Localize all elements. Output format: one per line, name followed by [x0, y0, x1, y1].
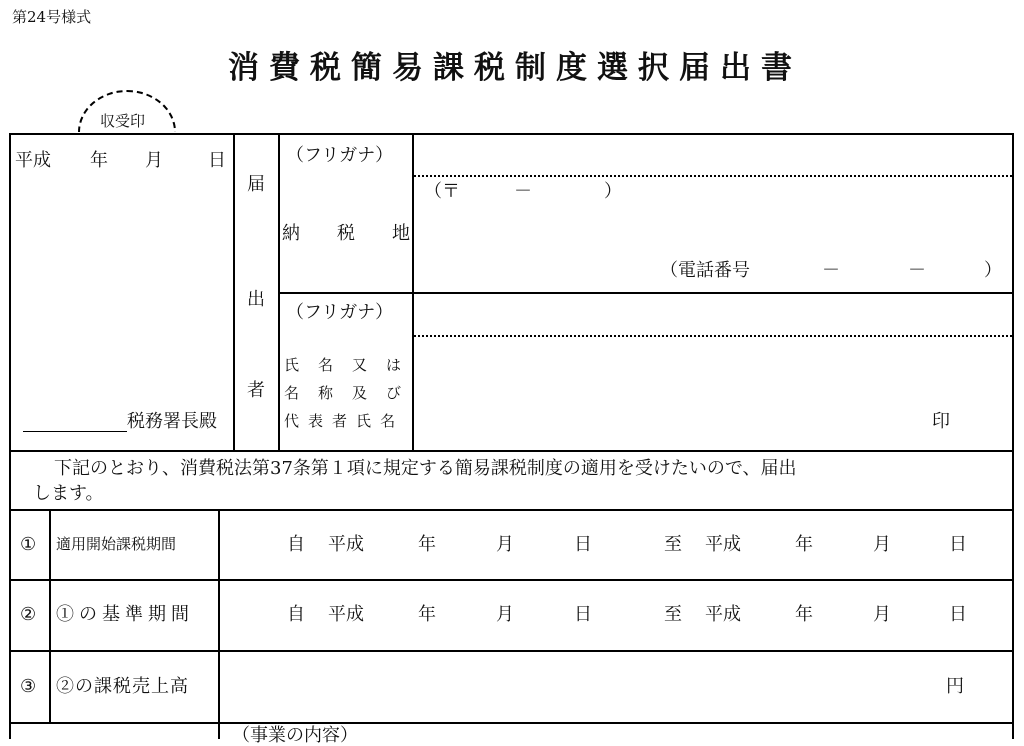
row2-era2: 平成 — [705, 604, 741, 625]
name-label-r1-4: は — [386, 356, 402, 374]
row1-era1: 平成 — [328, 534, 364, 555]
name-label-r3-4: 氏 — [356, 412, 372, 430]
phone-sep-2: － — [908, 260, 926, 281]
row1-from: 自 — [287, 534, 305, 555]
statement-line-2: します。 — [33, 483, 104, 504]
row2-era1: 平成 — [328, 604, 364, 625]
applicant-char-3: 者 — [247, 380, 265, 401]
row1-number: ① — [20, 534, 37, 555]
furigana-label-address: （フリガナ） — [286, 145, 394, 166]
row1-day2: 日 — [949, 534, 967, 555]
date-year: 年 — [90, 150, 108, 171]
name-label-r3-3: 者 — [332, 412, 348, 430]
date-day: 日 — [208, 150, 226, 171]
name-label-r1-3: 又 — [352, 356, 368, 374]
statement-line-1: 下記のとおり、消費税法第37条第１項に規定する簡易課税制度の適用を受けたいので、届出 — [54, 458, 797, 479]
name-label-r1-1: 氏 — [284, 356, 300, 374]
row2-year2: 年 — [795, 604, 813, 625]
row1-month1: 月 — [496, 534, 514, 555]
phone-sep-1: － — [822, 260, 840, 281]
date-month: 月 — [145, 150, 163, 171]
row2-month2: 月 — [873, 604, 891, 625]
date-era: 平成 — [15, 150, 51, 171]
row2-day2: 日 — [949, 604, 967, 625]
row3-label: ②の課税売上高 — [56, 676, 189, 697]
name-seal-mark: 印 — [932, 411, 950, 432]
row2-number: ② — [20, 604, 37, 625]
postal-code-field: （〒 － ） — [424, 181, 622, 202]
name-label-r3-5: 名 — [380, 412, 396, 430]
furigana-label-name: （フリガナ） — [286, 302, 394, 323]
address-label-3: 地 — [392, 223, 410, 244]
row2-from: 自 — [287, 604, 305, 625]
address-label-1: 納 — [282, 223, 300, 244]
row2-year1: 年 — [418, 604, 436, 625]
row1-month2: 月 — [873, 534, 891, 555]
row2-label: ①の基準期間 — [56, 604, 194, 625]
business-content-label: （事業の内容） — [232, 725, 358, 746]
row1-day1: 日 — [574, 534, 592, 555]
applicant-char-1: 届 — [247, 174, 265, 195]
name-label-r3-2: 表 — [308, 412, 324, 430]
name-label-r2-2: 称 — [318, 384, 334, 402]
row3-number: ③ — [20, 676, 37, 697]
row1-era2: 平成 — [705, 534, 741, 555]
phone-label: （電話番号 — [660, 260, 750, 281]
row1-to: 至 — [664, 534, 682, 555]
row1-year2: 年 — [795, 534, 813, 555]
name-label-r1-2: 名 — [318, 356, 334, 374]
address-label-2: 税 — [337, 223, 355, 244]
row2-to: 至 — [664, 604, 682, 625]
name-label-r2-1: 名 — [284, 384, 300, 402]
row2-month1: 月 — [496, 604, 514, 625]
form-title: 消費税簡易課税制度選択届出書 — [228, 50, 802, 86]
row2-day1: 日 — [574, 604, 592, 625]
name-label-r2-3: 及 — [352, 384, 368, 402]
form-number: 第24号様式 — [12, 8, 92, 26]
name-label-r3-1: 代 — [284, 412, 300, 430]
phone-close: ） — [984, 260, 1002, 281]
tax-office-label: 税務署長殿 — [127, 411, 217, 432]
applicant-char-2: 出 — [247, 289, 265, 310]
row1-year1: 年 — [418, 534, 436, 555]
receipt-stamp-label: 収受印 — [100, 112, 146, 130]
row3-yen: 円 — [946, 676, 964, 697]
name-label-r2-4: び — [386, 384, 402, 402]
row1-label: 適用開始課税期間 — [56, 535, 177, 553]
